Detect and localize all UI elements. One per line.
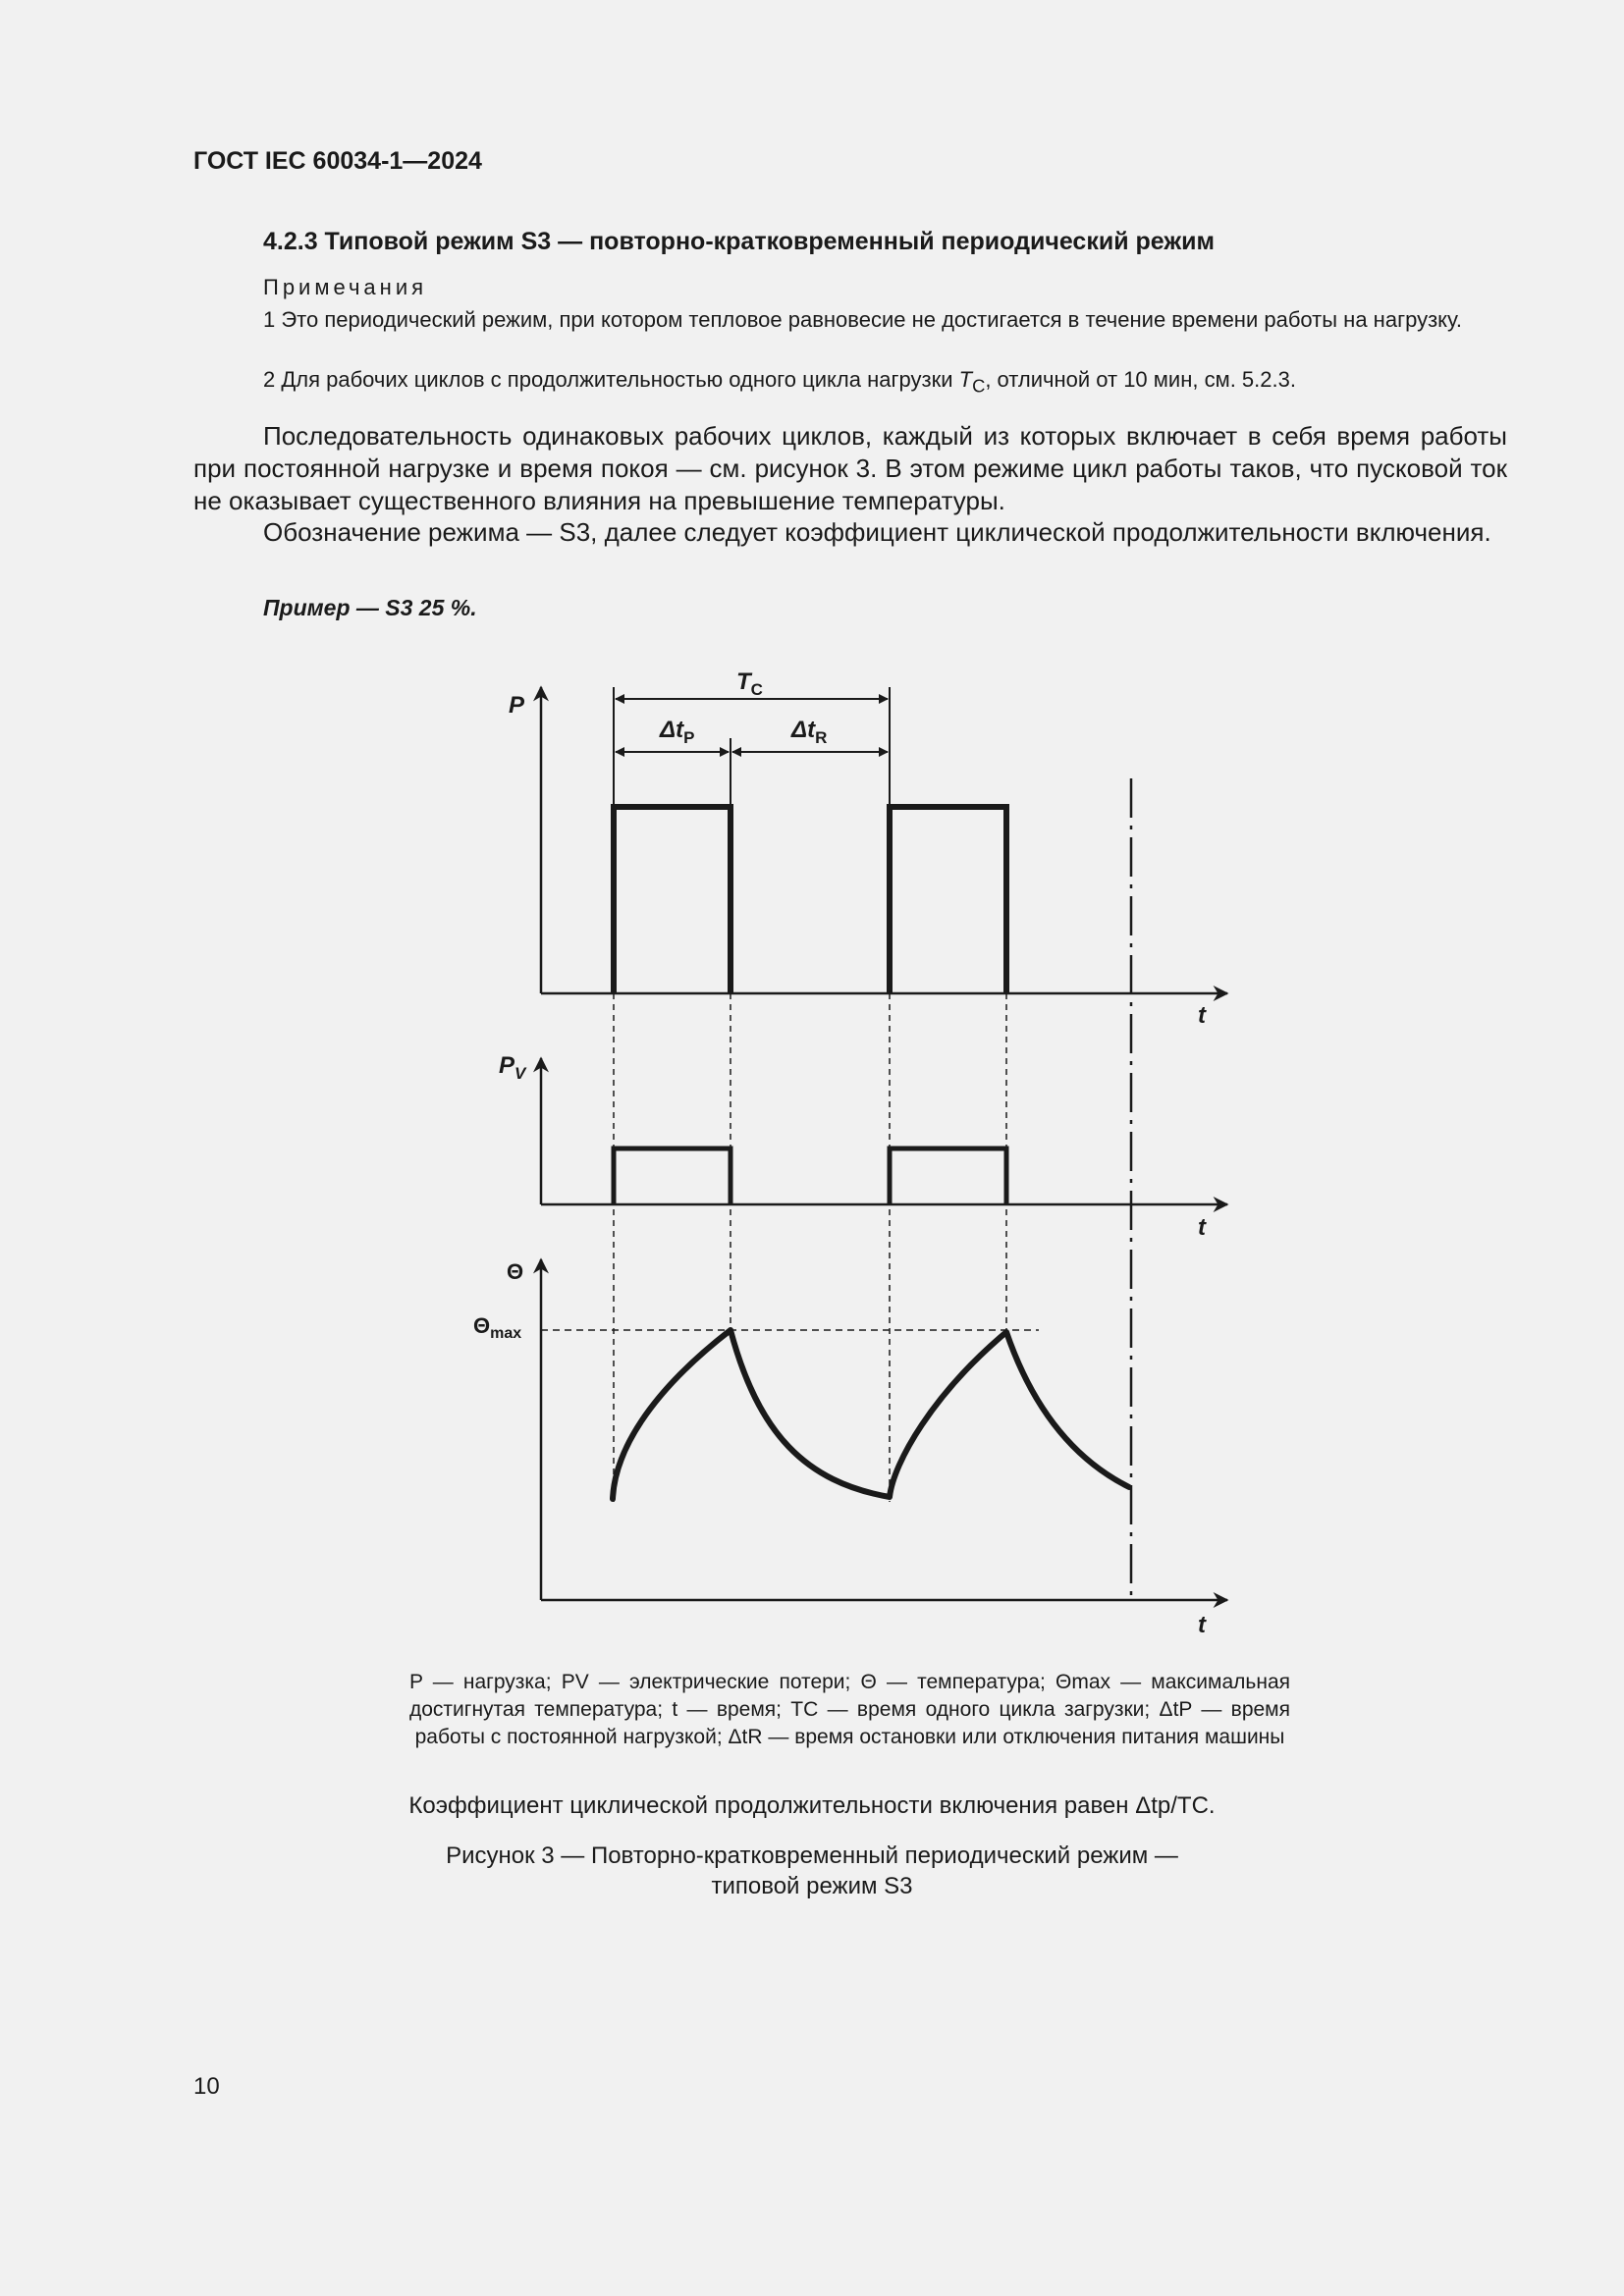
note-2-symbol-sub: C (972, 375, 986, 397)
figure-caption (0, 1841, 1624, 1901)
theta-max-label: $\Theta_{max}$ (473, 1313, 522, 1342)
figure-caption-line-1: Рисунок 3 — Повторно-кратковременный периодический режим — (446, 1842, 1178, 1869)
t-axis-label-p: t (1198, 1002, 1206, 1029)
t-axis-label-pv: t (1198, 1214, 1206, 1241)
figure-caption-line-2: типовой режим S3 (711, 1873, 913, 1899)
pv-pulse-1 (614, 1148, 731, 1204)
page-number: 10 (193, 2073, 220, 2100)
dtr-label: $\Delta t_R$ (791, 717, 828, 747)
section-heading: 4.2.3 Типовой режим S3 — повторно-кратковременный периодический режим (263, 228, 1215, 255)
p-pulse-2 (890, 807, 1006, 993)
document-header: ГОСТ IEC 60034-1—2024 (193, 147, 482, 175)
example-line: Пример — S3 25 %. (263, 595, 477, 620)
body-paragraph-2: Обозначение режима — S3, далее следует коэффициент циклической продолжительности включения. (263, 517, 1491, 547)
temperature-curve (613, 1330, 1129, 1499)
dtp-label: $\Delta t_P$ (660, 717, 695, 747)
p-pulse-1 (614, 807, 731, 993)
note-2-text-start: 2 Для рабочих циклов с продолжительностью одного цикла нагрузки (263, 367, 959, 392)
t-axis-label-theta: t (1198, 1612, 1206, 1638)
figure-legend: P — нагрузка; PV — электрические потери; Θ — температура; Θmax — максимальная достигнутая температура; t — время; TC — время одного цикла загрузки; ΔtP — время работы с постоянной нагрузкой; ΔtR — время остановки или отключения питания машины (409, 1671, 1290, 1748)
notes-title: Примечания (263, 275, 428, 299)
pv-pulse-2 (890, 1148, 1006, 1204)
theta-axis-label: Θ (507, 1259, 524, 1284)
note-2-text-end: , отличной от 10 мин, см. 5.2.3. (985, 367, 1296, 392)
note-1: 1 Это периодический режим, при котором тепловое равновесие не достигается в течение времени работы на нагрузку. (263, 307, 1462, 332)
p-axis-label: P (509, 692, 525, 719)
note-2-symbol: T (958, 367, 973, 392)
pv-axis-label: $P_V$ (499, 1052, 526, 1083)
body-paragraph-1: Последовательность одинаковых рабочих циклов, каждый из которых включает в себя время работы при постоянной нагрузке и время покоя — см. рисунок 3. В этом режиме цикл работы таков, что пусковой ток не оказывает существенного влияния на превышение температуры. (193, 421, 1507, 515)
duty-factor-formula: Коэффициент циклической продолжительности включения равен Δtp/TC. (408, 1792, 1216, 1819)
tc-label: $T_C$ (736, 668, 763, 699)
time-guide-lines (614, 993, 1006, 1502)
